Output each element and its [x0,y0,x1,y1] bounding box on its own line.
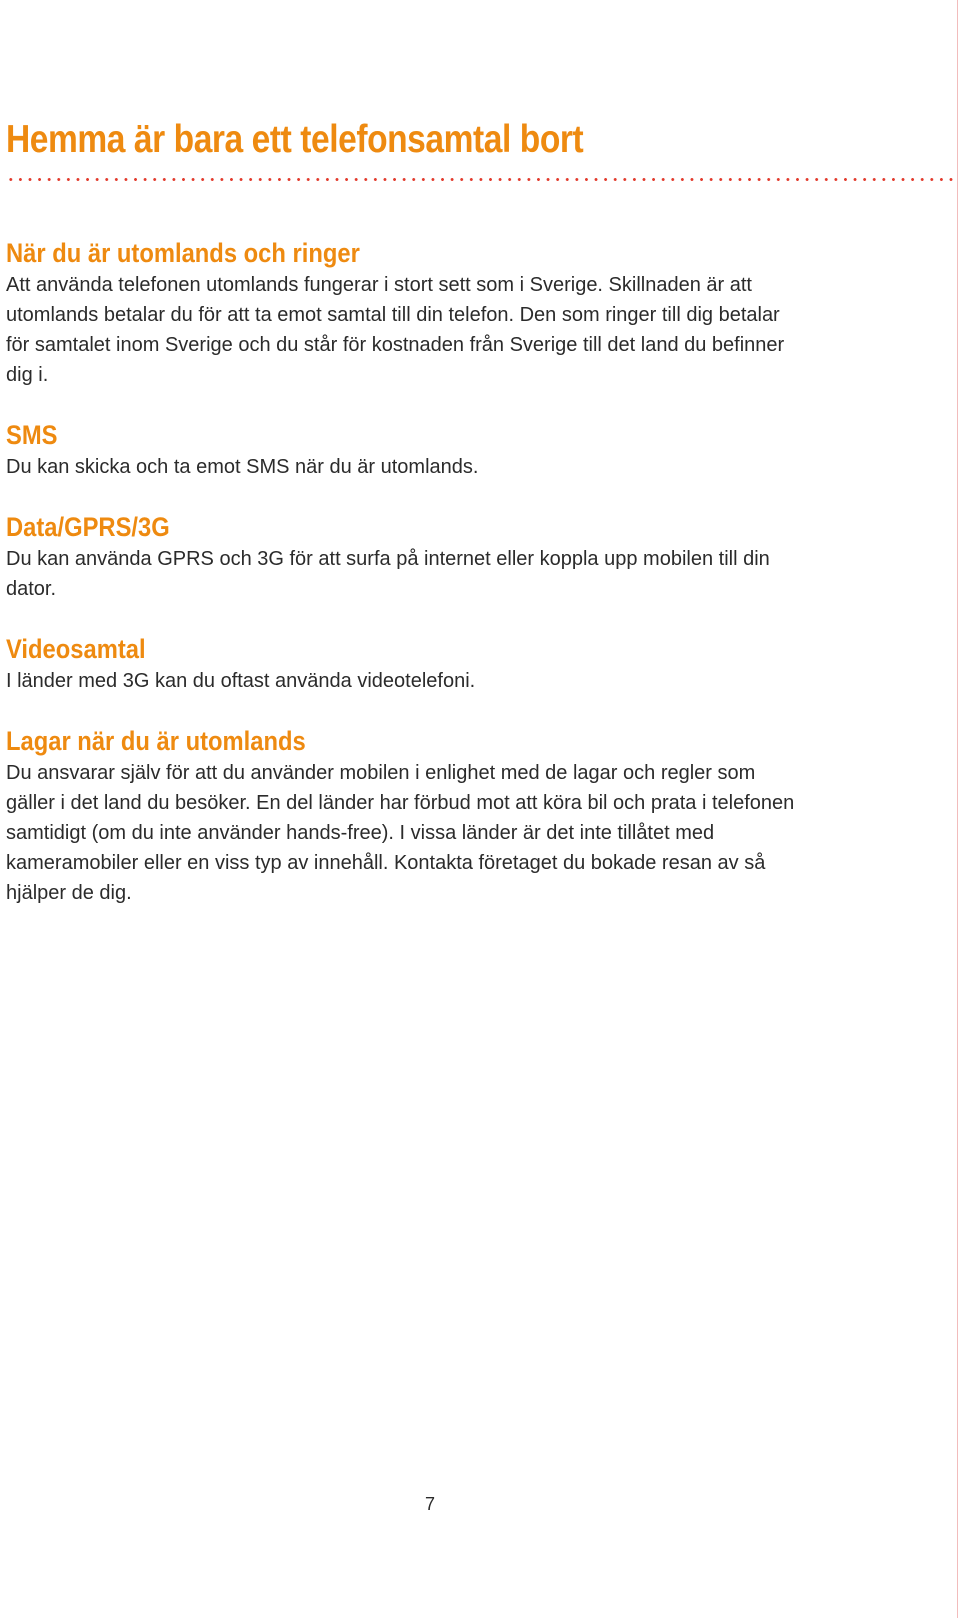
page-edge-rule [957,0,958,1618]
section-heading: SMS [6,420,58,450]
section-body: Du kan använda GPRS och 3G för att surfa på internet eller koppla upp mobilen till din dator. [6,548,770,600]
section-video-calls [6,632,806,696]
section-heading: Videosamtal [6,634,146,664]
section-laws-abroad [6,724,806,908]
section-heading: Data/GPRS/3G [6,512,170,542]
page-number: 7 [424,1494,435,1514]
article-content [6,236,806,908]
section-heading: Lagar när du är utomlands [6,726,306,756]
section-heading: När du är utomlands och ringer [6,238,360,268]
section-sms [6,418,806,482]
section-abroad-calls [6,236,806,390]
section-body: Du kan skicka och ta emot SMS när du är utomlands. [6,456,479,478]
dotted-divider [6,178,958,181]
section-body: Att använda telefonen utomlands fungerar i stort sett som i Sverige. Skillnaden är att utomlands betalar du för att ta emot samtal till din telefon. Den som ringer till dig betalar för samtalet inom Sverige och du står för kostnaden från Sverige till det land du befinner dig i. [6,274,785,386]
page-title: Hemma är bara ett telefonsamtal bort [6,118,584,161]
section-body: I länder med 3G kan du oftast använda videotelefoni. [6,670,476,692]
section-body: Du ansvarar själv för att du använder mobilen i enlighet med de lagar och regler som gäller i det land du besöker. En del länder har förbud mot att köra bil och prata i telefonen samtidigt (om du inte använder hands-free). I vissa länder är det inte tillåtet med kameramobiler eller en viss typ av innehåll. Kontakta företaget du bokade resan av så hjälper de dig. [6,762,795,904]
section-data [6,510,806,604]
